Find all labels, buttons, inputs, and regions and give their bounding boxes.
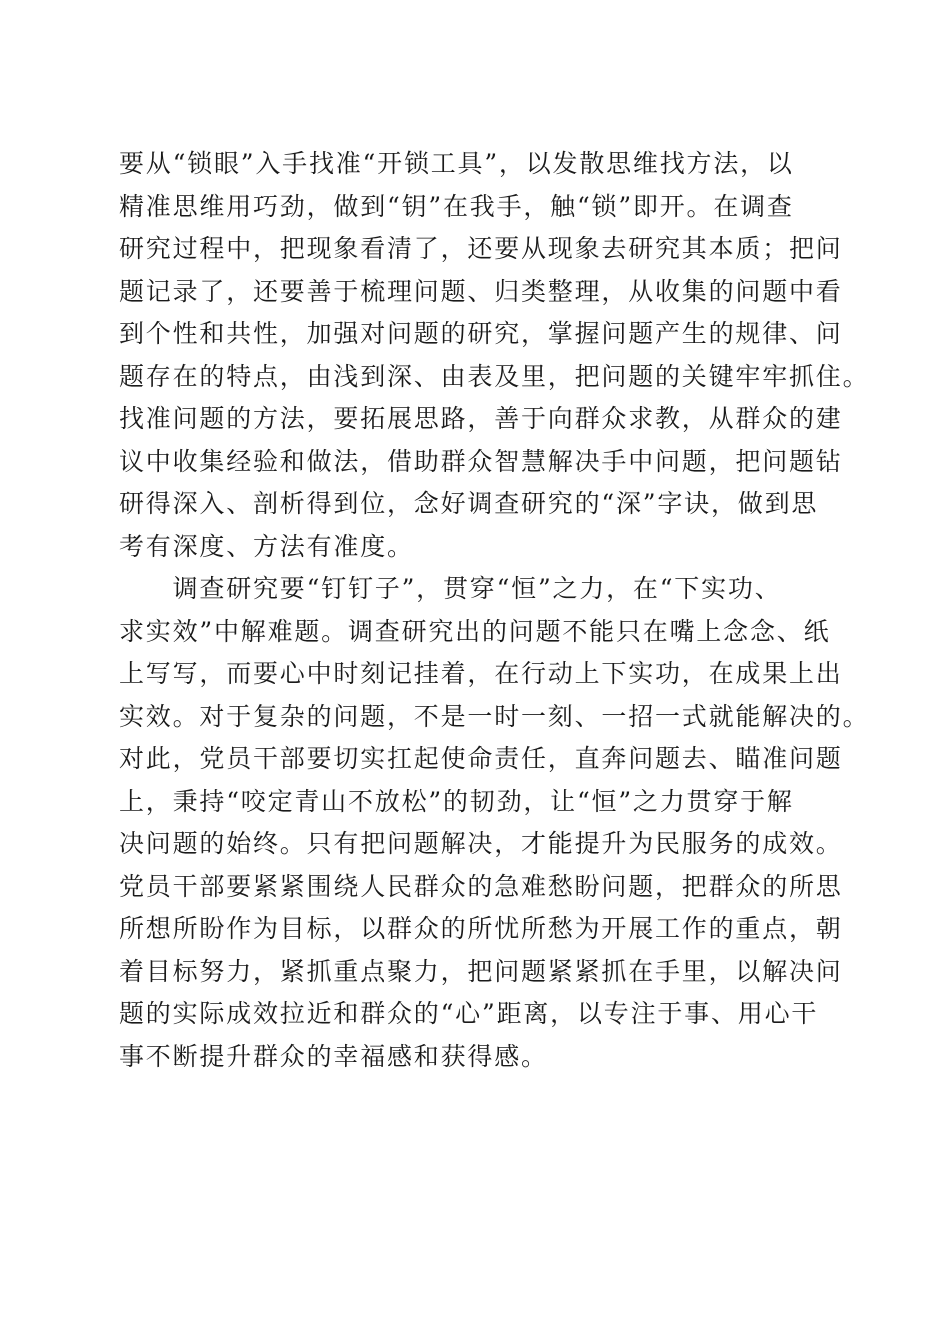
text-line: 求实效”中解难题。调查研究出的问题不能只在嘴上念念、纸 <box>119 616 831 646</box>
text-line: 题存在的特点，由浅到深、由表及里，把问题的关键牢牢抓住。 <box>119 361 870 391</box>
text-line: 研得深入、剖析得到位，念好调查研究的“深”字诀，做到思 <box>119 489 819 518</box>
text-line: 党员干部要紧紧围绕人民群众的急难愁盼问题，把群众的所思 <box>119 871 843 901</box>
document-body <box>119 143 870 1078</box>
text-line: 议中收集经验和做法，借助群众智慧解决手中问题，把问题钻 <box>119 446 843 476</box>
text-line: 上写写，而要心中时刻记挂着，在行动上下实功，在成果上出 <box>119 659 843 688</box>
text-line: 题记录了，还要善于梳理问题、归类整理，从收集的问题中看 <box>119 276 843 306</box>
text-line: 精准思维用巧劲，做到“钥”在我手，触“锁”即开。在调查 <box>119 191 794 221</box>
text-line: 考有深度、方法有准度。 <box>119 531 414 561</box>
text-line: 调查研究要“钉钉子”，贯穿“恒”之力，在“下实功、 <box>119 574 782 603</box>
text-line: 上，秉持“咬定青山不放松”的韧劲，让“恒”之力贯穿于解 <box>119 786 794 816</box>
text-line: 实效。对于复杂的问题，不是一时一刻、一招一式就能解决的。 <box>119 701 870 731</box>
text-line: 题的实际成效拉近和群众的“心”距离，以专注于事、用心干 <box>119 999 819 1028</box>
paragraph-1 <box>119 143 870 568</box>
text-line: 研究过程中，把现象看清了，还要从现象去研究其本质；把问 <box>119 234 843 263</box>
text-line: 对此，党员干部要切实扛起使命责任，直奔问题去、瞄准问题 <box>119 744 843 773</box>
text-line: 到个性和共性，加强对问题的研究，掌握问题产生的规律、问 <box>119 319 843 348</box>
text-line: 事不断提升群众的幸福感和获得感。 <box>119 1041 548 1071</box>
text-line: 着目标努力，紧抓重点聚力，把问题紧紧抓在手里，以解决问 <box>119 956 843 986</box>
text-line: 所想所盼作为目标，以群众的所忧所愁为开展工作的重点，朝 <box>119 914 843 943</box>
text-line: 找准问题的方法，要拓展思路，善于向群众求教，从群众的建 <box>119 404 843 433</box>
paragraph-2 <box>119 568 870 1078</box>
text-line: 要从“锁眼”入手找准“开锁工具”，以发散思维找方法，以 <box>119 149 794 178</box>
text-line: 决问题的始终。只有把问题解决，才能提升为民服务的成效。 <box>119 829 843 858</box>
